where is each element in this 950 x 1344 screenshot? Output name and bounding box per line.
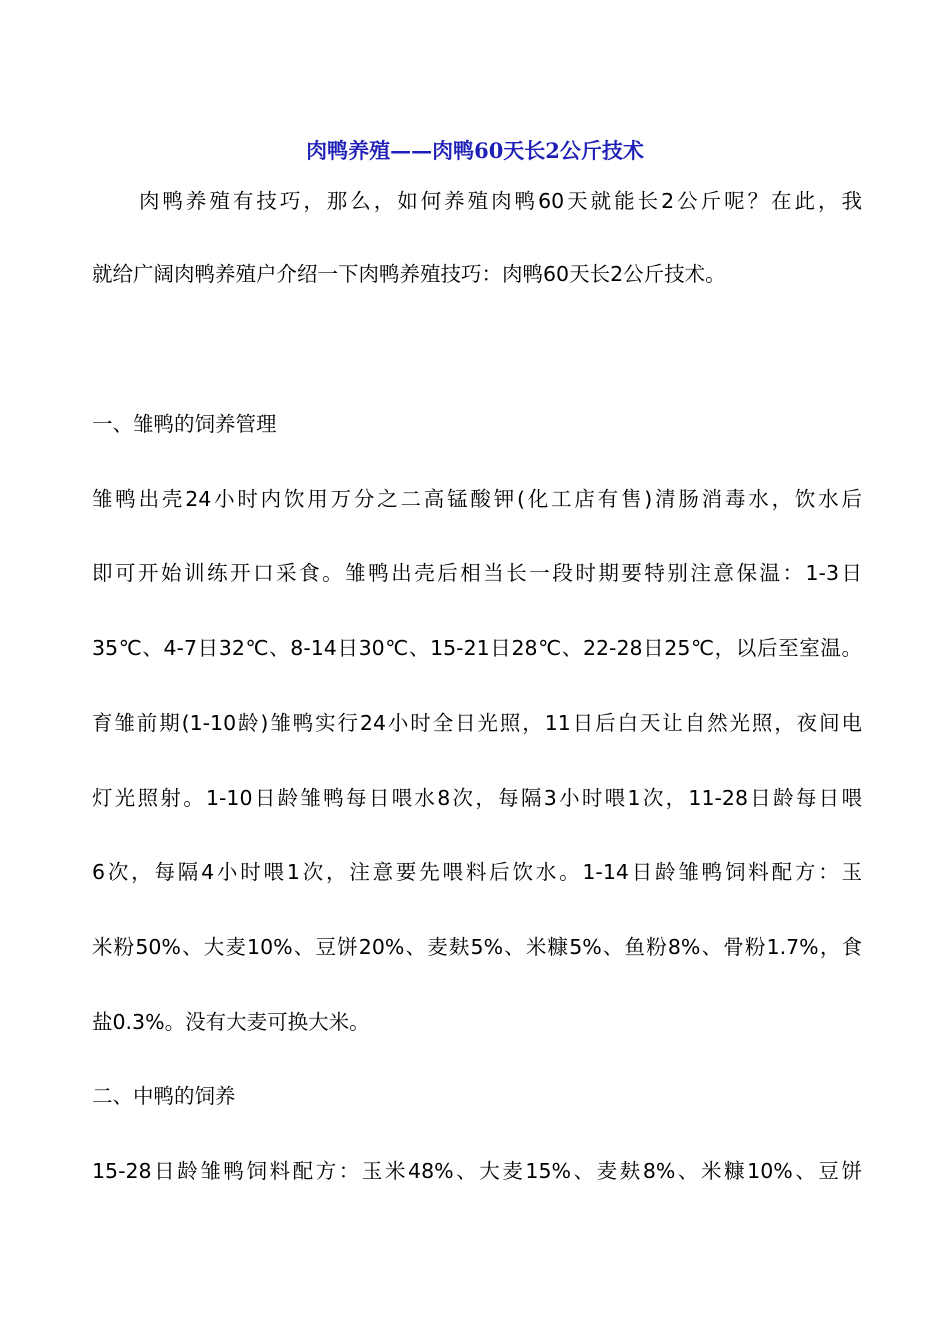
paragraph-line: 就给广阔肉鸭养殖户介绍一下肉鸭养殖技巧：肉鸭60天长2公斤技术。 [92, 262, 726, 286]
paragraph-line: 育雏前期(1-10龄)雏鸭实行24小时全日光照，11日后白天让自然光照，夜间电 [92, 711, 862, 735]
paragraph-line: 雏鸭出壳24小时内饮用万分之二高锰酸钾(化工店有售)清肠消毒水，饮水后 [92, 487, 862, 511]
section-heading: 一、雏鸭的饲养管理 [92, 412, 277, 436]
paragraph-line: 6次，每隔4小时喂1次，注意要先喂料后饮水。1-14日龄雏鸭饲料配方：玉 [92, 860, 862, 884]
paragraph-line: 盐0.3%。没有大麦可换大米。 [92, 1010, 370, 1034]
paragraph-line: 米粉50%、大麦10%、豆饼20%、麦麸5%、米糠5%、鱼粉8%、骨粉1.7%，食 [92, 935, 862, 959]
paragraph-line: 灯光照射。1-10日龄雏鸭每日喂水8次，每隔3小时喂1次，11-28日龄每日喂 [92, 786, 862, 810]
paragraph-line: 肉鸭养殖有技巧，那么，如何养殖肉鸭60天就能长2公斤呢？在此，我 [92, 189, 862, 213]
paragraph-line: 15-28日龄雏鸭饲料配方：玉米48%、大麦15%、麦麸8%、米糠10%、豆饼 [92, 1159, 862, 1183]
document-title: 肉鸭养殖——肉鸭60天长2公斤技术 [306, 138, 644, 163]
paragraph-line: 35℃、4-7日32℃、8-14日30℃、15-21日28℃、22-28日25℃，以后至室温。 [92, 636, 862, 660]
section-heading: 二、中鸭的饲养 [92, 1084, 236, 1108]
paragraph-line: 即可开始训练开口采食。雏鸭出壳后相当长一段时期要特别注意保温：1-3日 [92, 561, 862, 585]
